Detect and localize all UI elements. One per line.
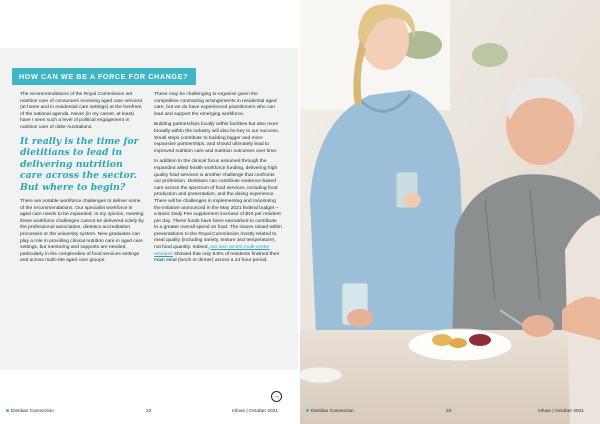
arrow-right-circle-icon: → (273, 393, 280, 400)
article-column-2 (154, 92, 282, 269)
paragraph (154, 159, 282, 265)
section-heading: HOW CAN WE BE A FORCE FOR CHANGE? (19, 72, 188, 81)
pull-quote: It really is the time for dietitians to lead in delivering nutrition care across the sector. But where to begin? (20, 135, 139, 193)
research-link[interactable]: our own recent multi-centre research (154, 245, 270, 257)
footer-brand-text: Dietitian Connection (311, 409, 354, 414)
paragraph: The recommendations of the Royal Commission set nutrition care of consumers receiving aged care services (at home and in residential care settings) at the forefront of the national agenda. Never (in my career, at least) have I seen such a level of political engagement in nutrition care of older Australians. (20, 92, 143, 130)
next-page-button[interactable] (271, 391, 282, 402)
paragraph-text: In addition to the clinical focus assumed through the expanded allied health workforce funding, delivering high quality food services is another challenge that confronts our profession. Dietitians can contribute evidence-based care across the spectrum of food services, including food production and presentation, and the dining experience. There will be challenges in implementing and monitoring the initiative announced in the May 2021 federal budget – a Basic Daily Fee supplement increase of $10 per resident per day. These funds have been earmarked to contribute to a greater overall spend on food. The issues raised within presentations to the Royal Commission mostly related to meal quality (including variety, texture and temperature), not food quantity. Indeed, (154, 159, 282, 251)
issue-label: Infuse | October 2021 (538, 409, 585, 414)
footer-brand-text: Dietitian Connection (11, 409, 54, 414)
paragraph: Building partnerships locally within facilities but also more broadly within the industry will also be key to our success. Small steps contribute to building bigger and more expansive partnerships, and should ultimately lead to improved nutrition care and nutrition outcomes over time. (154, 122, 280, 154)
paragraph: There are notable workforce challenges to deliver some of the recommendations. Our specialist workforce in aged care needs to be expanded. In my opinion, meeting these workforce challenges cannot be delivered solely by the professional association, dietetics accreditation processes or the university system. New graduates can play a role in providing clinical nutrition care in aged care settings, but mentoring and supports are needed, particularly in the complexities of food services settings and across multi-site aged care groups. (20, 199, 144, 264)
caregiver-and-resident-image (300, 0, 600, 424)
footer-brand (6, 409, 54, 414)
section-heading-bar (12, 68, 196, 85)
page-number: 23 (446, 409, 452, 414)
paragraph-text: showed that only 9.8% of residents finished their main meal (lunch or dinner) across a 24 hour period. (154, 251, 280, 264)
care-photo (300, 0, 600, 424)
paragraph: These may be challenging to organise given the competitive contracting arrangements in residential aged care, but we do have experienced practitioners who can lead and support the emerging workforce. (154, 92, 277, 117)
issue-label: Infuse | October 2021 (232, 409, 279, 414)
article-column-1 (20, 92, 144, 269)
footer-brand (306, 409, 354, 414)
brand-dot-icon (6, 409, 9, 412)
brand-dot-icon (306, 409, 309, 412)
page-number: 22 (146, 409, 152, 414)
